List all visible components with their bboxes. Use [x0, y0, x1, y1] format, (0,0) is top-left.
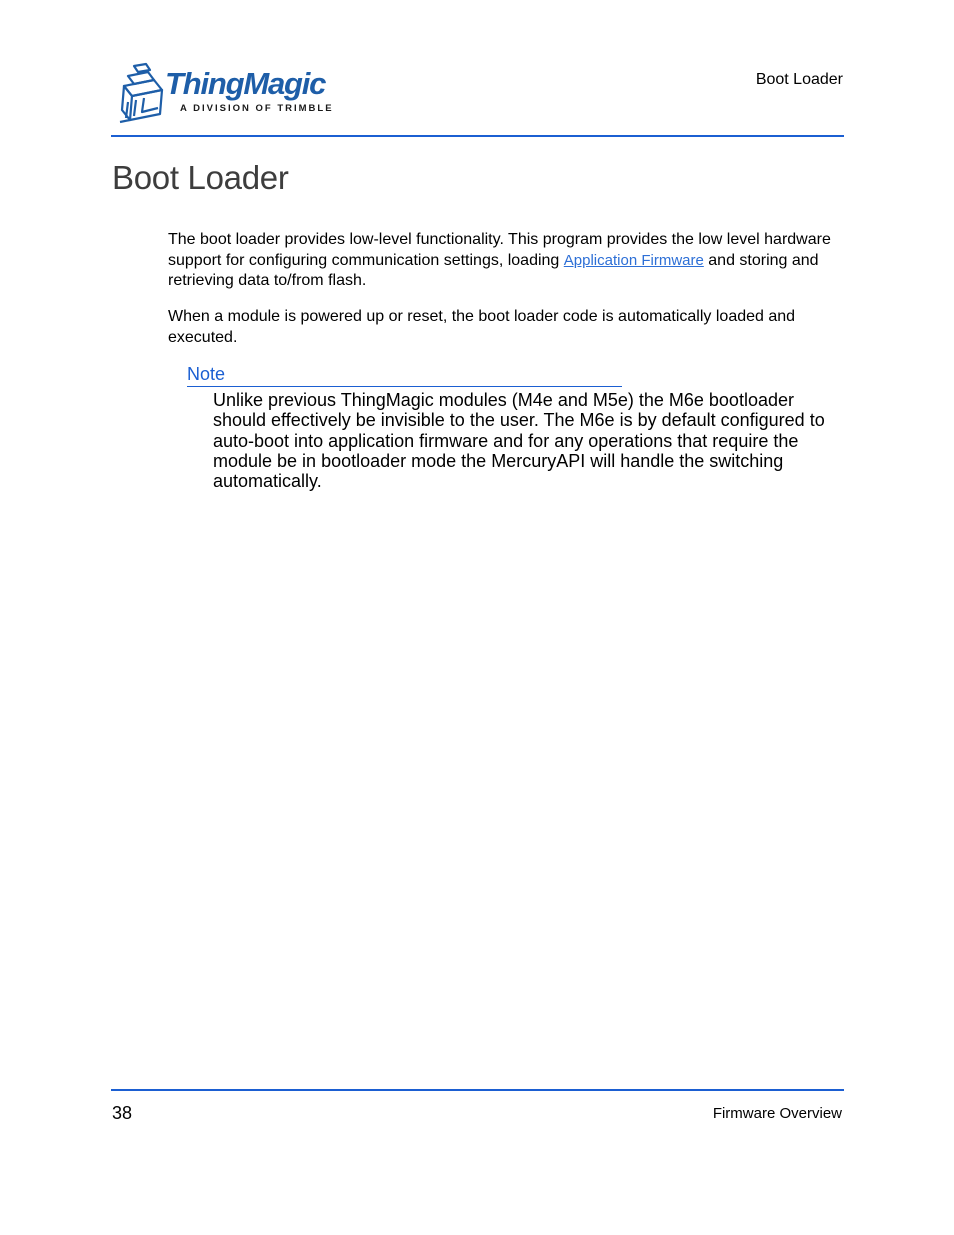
- application-firmware-link[interactable]: Application Firmware: [563, 251, 704, 269]
- intro-text-after: and storing and retrieving data to/from flash.: [168, 251, 819, 289]
- note-divider: [187, 386, 622, 387]
- thingmagic-logo: [118, 62, 334, 124]
- note-text: Unlike previous ThingMagic modules (M4e and M5e) the M6e bootloader should effectively be invisible to the user. The M6e is by default configured to auto-boot into application firmware and for any operations that require the module be in bootloader mode the MercuryAPI will handle the switching automatically.: [213, 390, 825, 492]
- footer-divider: [111, 1089, 844, 1091]
- power-up-paragraph: When a module is powered up or reset, the boot loader code is automatically loaded and executed.: [168, 308, 796, 346]
- thingmagic-cube-icon: [118, 62, 168, 124]
- intro-paragraph: [168, 230, 844, 292]
- footer-section-title: Firmware Overview: [712, 1105, 842, 1122]
- logo-tagline: A DIVISION OF TRIMBLE: [180, 103, 334, 114]
- note-label: Note: [187, 364, 226, 384]
- page-number: 38: [112, 1103, 133, 1123]
- page-title: Boot Loader: [112, 159, 289, 196]
- running-header-title: Boot Loader: [755, 71, 843, 88]
- header-divider: [111, 135, 844, 137]
- logo-wordmark: ThingMagic: [165, 66, 326, 101]
- intro-text-before: The boot loader provides low-level functionality. This program provides the low level hardware support for configuring communication settings, loading: [168, 231, 831, 269]
